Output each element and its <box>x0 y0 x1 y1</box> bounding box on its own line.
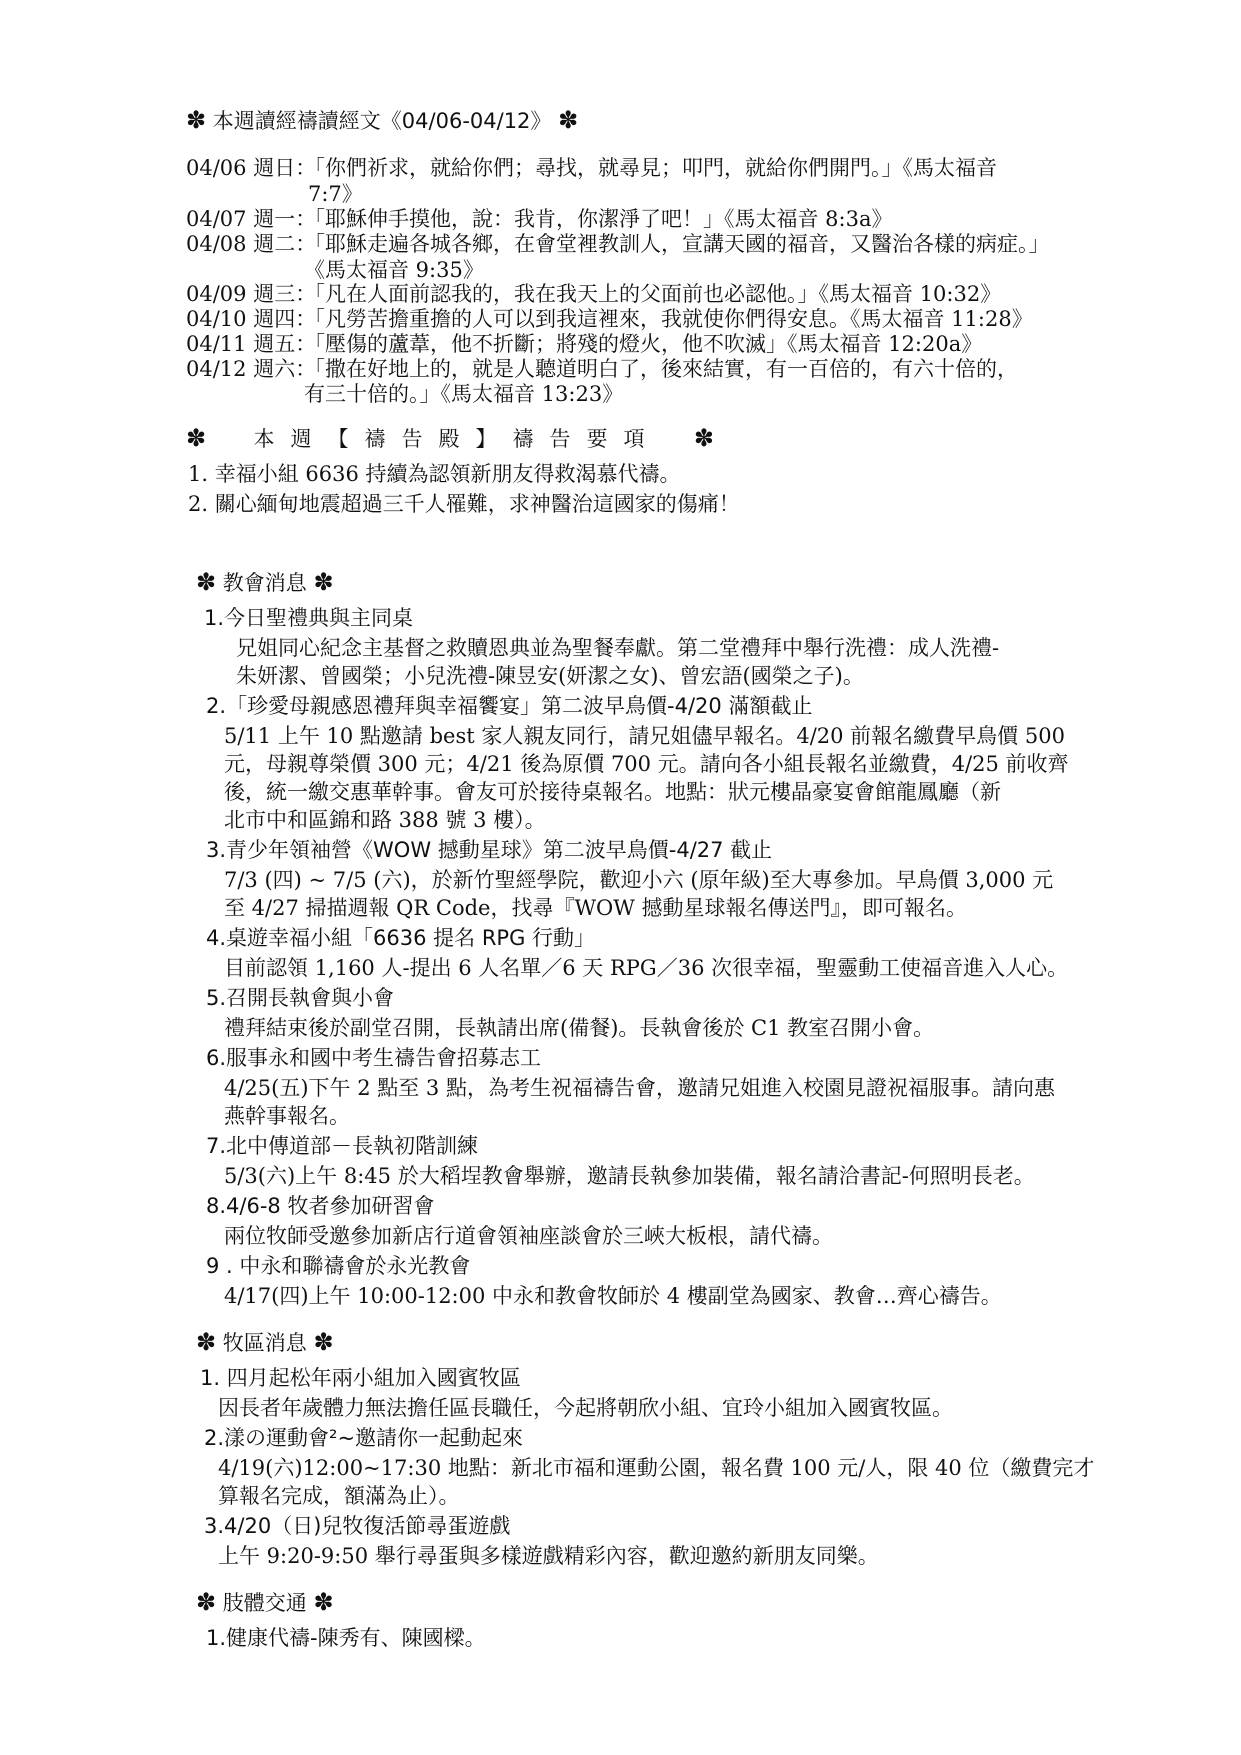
news-line: 後，統一繳交惠華幹事。會友可於接待桌報名。地點：狀元樓晶豪宴會館龍鳳廳（新 <box>224 780 1001 804</box>
flower-icon: ✽ <box>313 1588 334 1616</box>
fellowship-heading <box>196 1588 334 1617</box>
news-line: 4/19(六)12:00~17:30 地點：新北市福和運動公園，報名費 100 元/人，限 40 位（繳費完才 <box>218 1456 1095 1480</box>
news-title: 4.桌遊幸福小組「6636 提名 RPG 行動」 <box>206 926 596 950</box>
reading-date: 04/11 週五： <box>186 332 317 356</box>
fellowship-item: 1.健康代禱-陳秀有、陳國樑。 <box>206 1626 486 1650</box>
reading-heading-title: 本週讀經禱讀經文《04/06-04/12》 <box>212 109 552 133</box>
news-line: 4/25(五)下午 2 點至 3 點，為考生祝福禱告會，邀請兄姐進入校園見證祝福服事。請向惠 <box>224 1076 1055 1100</box>
news-title: 1. 四月起松年兩小組加入國賓牧區 <box>200 1366 521 1390</box>
church-news-heading <box>196 568 334 597</box>
prayer-item: 1. 幸福小組 6636 持續為認領新朋友得救渴慕代禱。 <box>188 462 681 486</box>
news-line: 上午 9:20-9:50 舉行尋蛋與多樣遊戲精彩內容，歡迎邀約新朋友同樂。 <box>218 1544 879 1568</box>
reading-text: 「凡勞苦擔重擔的人可以到我這裡來，我就使你們得安息。《馬太福音 11:28》 <box>304 307 1033 331</box>
prayer-heading-title: 本週【禱告殿】禱告要項 <box>253 427 661 451</box>
reading-text: 「你們祈求，就給你們；尋找，就尋見；叩門，就給你們開門。」《馬太福音 <box>304 156 997 180</box>
flower-icon: ✽ <box>186 424 207 452</box>
news-line: 兄姐同心紀念主基督之救贖恩典並為聖餐奉獻。第二堂禮拜中舉行洗禮：成人洗禮- <box>236 636 1000 660</box>
reading-text-cont: 7:7》 <box>308 182 363 206</box>
news-line: 禮拜結束後於副堂召開，長執請出席(備餐)。長執會後於 C1 教室召開小會。 <box>224 1016 935 1040</box>
reading-date: 04/10 週四： <box>186 307 317 331</box>
news-line: 5/11 上午 10 點邀請 best 家人親友同行，請兄姐儘早報名。4/20 前報名繳費早鳥價 500 <box>224 724 1065 748</box>
reading-date: 04/12 週六： <box>186 357 317 381</box>
reading-text-cont: 有三十倍的。」《馬太福音 13:23》 <box>304 382 624 406</box>
reading-text: 「耶穌伸手摸他，說：我肯，你潔淨了吧！」《馬太福音 8:3a》 <box>304 207 893 231</box>
flower-icon: ✽ <box>313 568 334 596</box>
reading-text: 「撒在好地上的，就是人聽道明白了，後來結實，有一百倍的，有六十倍的， <box>304 357 1018 381</box>
church-news-heading-title: 教會消息 <box>222 571 307 595</box>
prayer-item: 2. 關心緬甸地震超過三千人罹難，求神醫治這國家的傷痛！ <box>188 492 740 516</box>
flower-icon: ✽ <box>196 1328 217 1356</box>
news-line: 朱妍潔、曾國榮；小兒洗禮-陳昱安(妍潔之女)、曾宏語(國榮之子)。 <box>236 664 864 688</box>
news-title: 5.召開長執會與小會 <box>206 986 395 1010</box>
news-line: 燕幹事報名。 <box>224 1104 350 1128</box>
news-title: 8.4/6-8 牧者參加研習會 <box>206 1194 435 1218</box>
reading-date: 04/08 週二： <box>186 232 317 256</box>
news-line: 4/17(四)上午 10:00-12:00 中永和教會牧師於 4 樓副堂為國家、教會…齊心禱告。 <box>224 1284 1002 1308</box>
news-line: 元，母親尊榮價 300 元；4/21 後為原價 700 元。請向各小組長報名並繳費，4/25 前收齊 <box>224 752 1069 776</box>
news-line: 因長者年歲體力無法擔任區長職任，今起將朝欣小組、宜玲小組加入國賓牧區。 <box>218 1396 953 1420</box>
flower-icon: ✽ <box>558 106 579 134</box>
news-title: 9 . 中永和聯禱會於永光教會 <box>206 1254 471 1278</box>
news-line: 5/3(六)上午 8:45 於大稻埕教會舉辦，邀請長執參加裝備，報名請洽書記-何照明長老。 <box>224 1164 1035 1188</box>
district-news-heading-title: 牧區消息 <box>222 1331 307 1355</box>
fellowship-heading-title: 肢體交通 <box>222 1591 307 1615</box>
flower-icon: ✽ <box>196 568 217 596</box>
reading-text-cont: 《馬太福音 9:35》 <box>304 258 484 282</box>
flower-icon: ✽ <box>186 106 207 134</box>
prayer-heading <box>186 424 714 453</box>
reading-date: 04/07 週一： <box>186 207 317 231</box>
news-line: 算報名完成，額滿為止）。 <box>218 1484 460 1508</box>
district-news-heading <box>196 1328 334 1357</box>
news-title: 1.今日聖禮典與主同桌 <box>204 606 414 630</box>
reading-date: 04/06 週日： <box>186 156 317 180</box>
news-line: 至 4/27 掃描週報 QR Code，找尋『WOW 撼動星球報名傳送門』，即可報名。 <box>224 896 968 920</box>
reading-text: 「壓傷的蘆葦，他不折斷；將殘的燈火，他不吹滅」《馬太福音 12:20a》 <box>304 332 983 356</box>
news-title: 3.青少年領袖營《WOW 撼動星球》第二波早鳥價-4/27 截止 <box>206 838 773 862</box>
news-title: 7.北中傳道部－長執初階訓練 <box>206 1134 479 1158</box>
news-line: 7/3 (四) ~ 7/5 (六)，於新竹聖經學院，歡迎小六 (原年級)至大專參加。早鳥價 3,000 元 <box>224 868 1054 892</box>
news-line: 兩位牧師受邀參加新店行道會領袖座談會於三峽大板根，請代禱。 <box>224 1224 833 1248</box>
flower-icon: ✽ <box>693 424 714 452</box>
reading-heading <box>186 106 578 135</box>
news-line: 北市中和區錦和路 388 號 3 樓）。 <box>224 808 546 832</box>
news-title: 2.漾の運動會²~邀請你一起動起來 <box>204 1426 524 1450</box>
reading-date: 04/09 週三： <box>186 282 317 306</box>
news-line: 目前認領 1,160 人-提出 6 人名單／6 天 RPG／36 次很幸福，聖靈動工使福音進入人心。 <box>224 956 1069 980</box>
reading-text: 「耶穌走遍各城各鄉，在會堂裡教訓人，宣講天國的福音，又醫治各樣的病症。」 <box>304 232 1050 256</box>
flower-icon: ✽ <box>196 1588 217 1616</box>
reading-text: 「凡在人面前認我的，我在我天上的父面前也必認他。」《馬太福音 10:32》 <box>304 282 1002 306</box>
flower-icon: ✽ <box>313 1328 334 1356</box>
news-title: 3.4/20（日)兒牧復活節尋蛋遊戲 <box>204 1514 511 1538</box>
news-title: 2.「珍愛母親感恩禮拜與幸福饗宴」第二波早鳥價-4/20 滿額截止 <box>206 694 813 718</box>
news-title: 6.服事永和國中考生禱告會招募志工 <box>206 1046 542 1070</box>
